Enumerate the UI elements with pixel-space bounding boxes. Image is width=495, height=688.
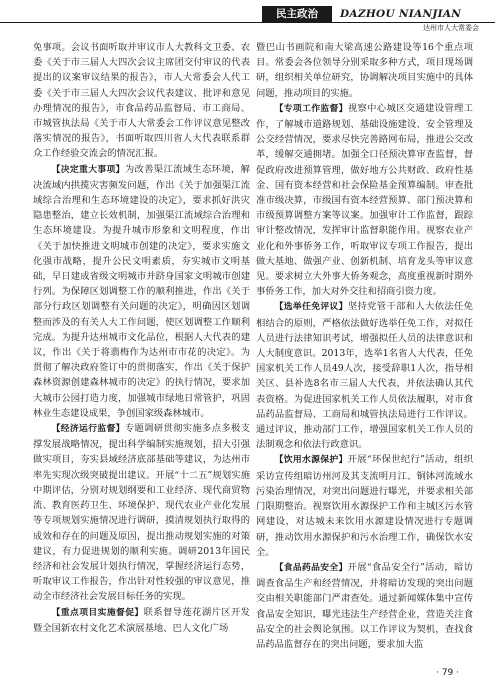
page-header [0,0,495,34]
paragraph-economic-supervision [33,421,250,604]
paragraph-water-protection [256,452,473,559]
paragraph-text: 联系督导莲花湖片区开发暨全国新农村文化艺术演展基地、巴人文化广场 [33,606,250,634]
section-heading: 【决定重大事项】 [51,164,125,175]
page-number: · 79 · [436,668,459,678]
paragraph-key-projects [33,605,250,636]
paragraph-text: 专题调研贯彻实施多点多极支撑发展战略情况，提出科学编制实施规划，招大引强做实项目，夯实县域经济底部基础等建议，为达州市率先实现次级突破提出建议。开展“十二五”规划实施中期评估，分别对规划纲要和工业经济、现代商贸物流、教育医药卫生、环境保护、现代农业产业化发展等专项规划实施情况进行调研，摸清规划执行取得的成效和存在的问题及原因，提出推动规划实施的对策建议，有力促进规划的顺利实施。调研2013年国民经济和社会发展计划执行情况，掌握经济运行态势，听取审议工作报告，作出针对性较强的审议意见，推动全市经济社会发展目标任务的实现。 [33,423,250,603]
paragraph-text: 为改善渠江流域生态环境，解决流域内拱揽灾害频发问题，作出《关于加强渠江流域综合治理和生态环境建设的决定》，要求抓好洪灾隐患整治，建立长效机制，加强渠江流域综合治理和生态环境建设。为提升城市形象和文明程度，作出《关于加快推进文明城市创建的决定》，要求实施文化强市战略，提升公民文明素质，夯实城市文明基础，早日建成省级文明城市并跻身国家文明城市创建行列。为保障区划调整工作的顺利推进，作出《关于部分行政区划调整有关问题的决定》，明确因区划调整而涉及的有关人大工作问题，使区划调整工作顺利完成。为提升达州城市文化品位，根据人大代表的建议，作出《关于将翡梅作为达州市市花的决定》。为贯彻了解决政府签订中的贯彻落实，作出《关于保护森林资源创建森林城市的决定》的执行情况，要求加大城市公园打造力度，加强城市绿地日常管护，巩固林业生态建设成果，争创国家级森林城市。 [33,163,250,419]
paragraph-food-drug-safety [256,560,473,652]
paragraph-text: 开展“环保世纪行”活动，组织采访宣传组暗访州河及其支流明月江、铜钵河流域水污染治理情况，对突出问题进行曝光，并要求相关部门限期整治。视察饮用水源保护工作和主城区污水管网建设，对达城未来饮用水源建设情况进行专题调研，推动饮用水源保护和污水治理工作，确保饮水安全。 [256,454,473,558]
section-heading: 【选举任免评议】 [274,302,348,313]
paragraph-text: 视察中心城区交通建设管理工作，了解城市道路规划、基础设施建设、安全管理及公交经营情况，要求尽快完善路网布局，推进公交改革，缓解交通拥堵。加强全口径预决算审查监督，督促政府改进预算管理，做好地方公共财政、政府性基金、国有资本经营和社会保险基金预算编制。审查批准市级决算，市级国有资本经营预算、部门预决算和市级预算调整方案等议案。加强审计工作监督，跟踪审计整改情况，发挥审计监督职能作用。视察农业产业化和外事侨务工作，听取审议专项工作报告，提出做大基地、做强产业、创新机制、培育龙头等审议意见。要求树立大外事大侨务观念，高度重视新时期外事侨务工作，加大对外交往和招商引资力度。 [256,102,473,298]
section-heading: 【经济运行监督】 [51,424,125,435]
paragraph-elections-appointments [256,299,473,452]
paragraph-major-decisions [33,162,250,421]
paragraph-text: 坚持党管干部和人大依法任免相结合的原则，严格依法做好选举任免工作，对拟任人员进行法律知识考试，增强拟任人员的法律意识和人大制度意识。2013年，选举1名省人大代表，任免国家机关工作人员49人次，接受辞职1人次，指导相关区、县补选8名市三届人大代表，并依法确认其代表资格。为促进国家机关工作人员依法履职，对市食品药品监督局、工商局和城管执法局进行工作评议。通过评议，推动部门工作，增强国家机关工作人员的法制观念和依法行政意识。 [256,301,473,451]
section-tab: 民主政治 [262,6,332,22]
section-heading: 【饮用水源保护】 [274,455,348,466]
section-heading: 【专项工作监督】 [274,103,348,114]
paragraph-special-supervision [256,101,473,300]
section-heading: 【食品药品安全】 [274,562,348,573]
magazine-title: DAZHOU NIANJIAN [340,8,462,20]
left-column [33,40,250,636]
right-column [256,40,473,652]
paragraph-text: 开展“食品安全行”活动，暗访调查食品生产和经营情况，并将暗访发现的突出问题交由相关职能部门严肃查处。通过新闻媒体集中宣传食品安全知识，曝光违法生产经营企业，营造关注食品安全的社会舆论氛围。以工作评议为契机，查找食品药品监督存在的突出问题，要求加大监 [256,561,473,650]
section-heading: 【重点项目实施督促】 [51,607,144,618]
header-divider [0,22,495,23]
paragraph: 免事项。会议书面听取并审议市人大教科文卫委、农委《关于市三届人大四次会议主席团交付审议的代表提出的议案审议结果的报告》，市人大常委会人代工委《关于市三届人大四次会议代表建议、批评和意见办理情况的报告》，市食品药品监督局、市工商局、市城管执法局《关于市人大常委会工作评议意见整改落实情况的报告》，书面听取四川省人大代表联系群众工作经验交流会的情况汇报。 [33,42,250,160]
section-subtitle: 达州市人大常委会 [423,24,479,32]
paragraph: 暨巴山书画院和南大梁高速公路建设等16个重点项目。常委会各位领导分别采取多种方式，项目现场调研，组织相关单位研究，协调解决项目实施中的具体问题，推动项目的实施。 [256,42,473,99]
